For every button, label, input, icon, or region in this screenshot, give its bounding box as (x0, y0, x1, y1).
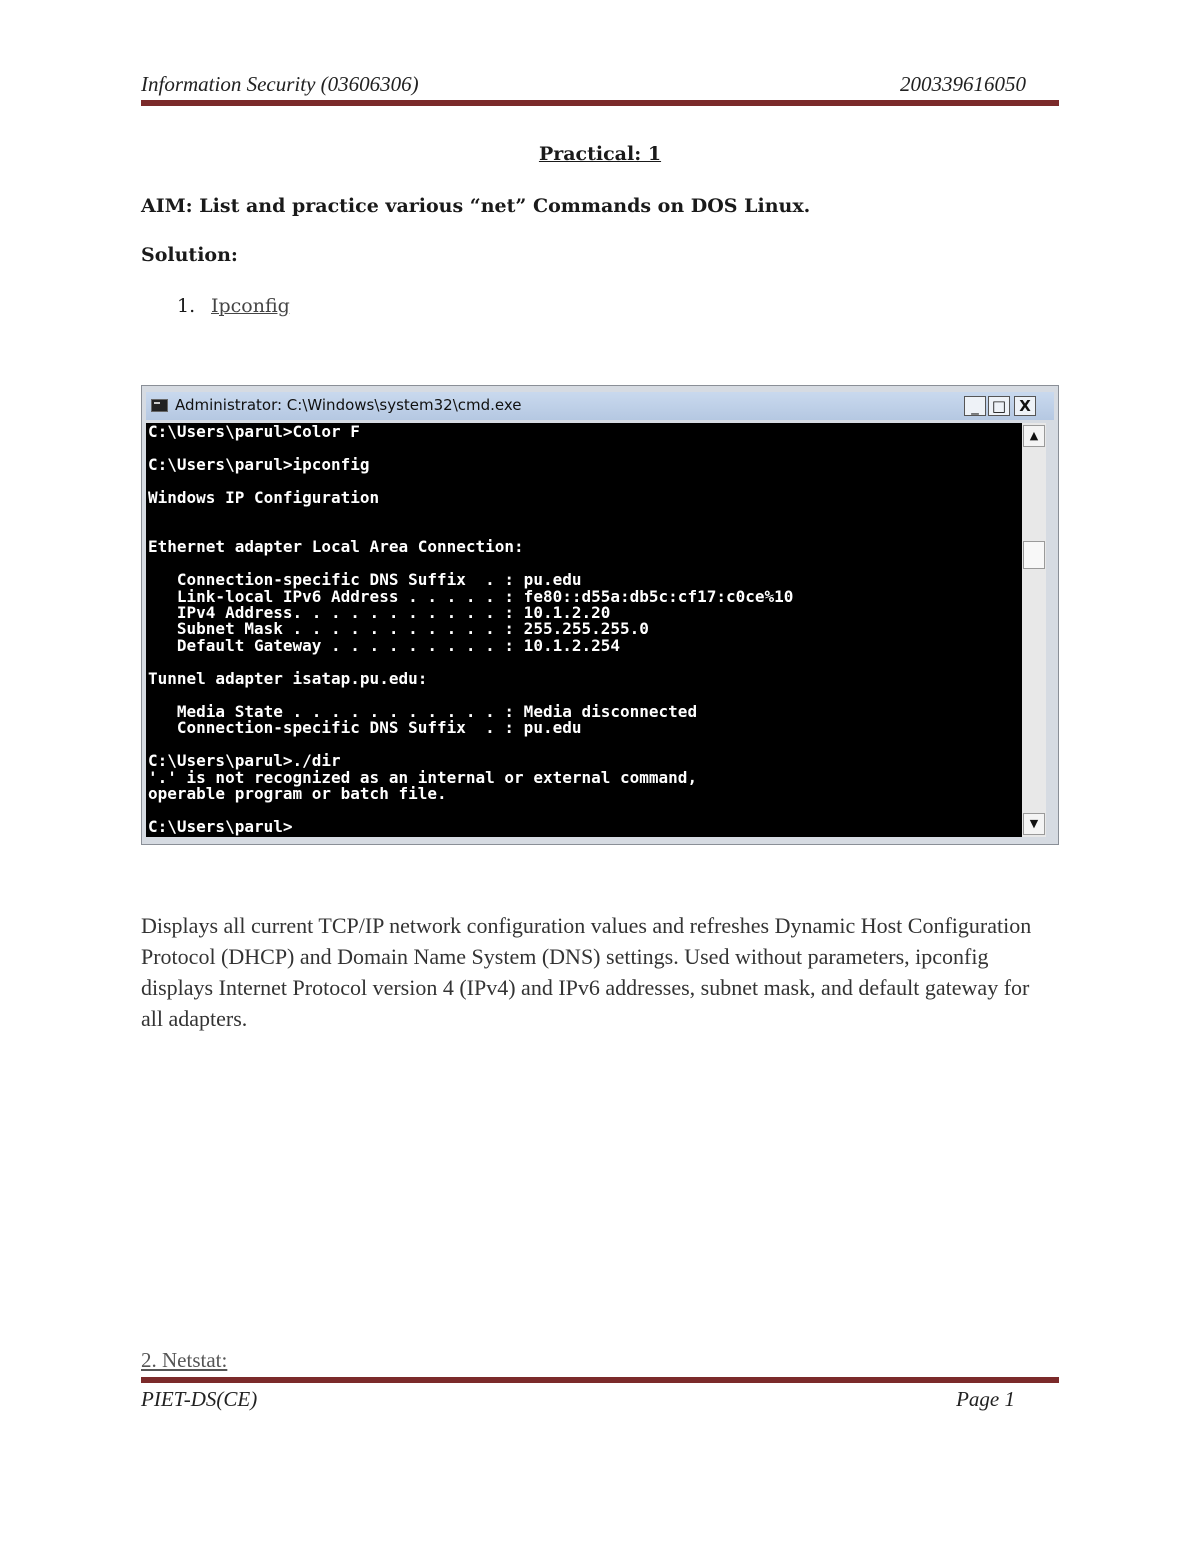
console-line: IPv4 Address. . . . . . . . . . . : 10.1.2.20 (148, 603, 611, 622)
list-item-number: 1. (177, 295, 196, 317)
scroll-down-button[interactable]: ▼ (1023, 813, 1045, 835)
header-course-title: Information Security (03606306) (141, 72, 419, 96)
header-divider (141, 100, 1059, 106)
console-line: Connection-specific DNS Suffix . : pu.edu (148, 718, 582, 737)
ipconfig-link[interactable]: Ipconfig (211, 295, 290, 317)
header-enrollment-number: 200339616050 (900, 72, 1026, 96)
page-title: Practical: 1 (538, 143, 662, 165)
console-line: C:\Users\parul>Color F (148, 423, 360, 441)
console-scrollbar[interactable] (1022, 423, 1046, 837)
next-section-heading: 2. Netstat: (141, 1348, 228, 1372)
window-title: Administrator: C:\Windows\system32\cmd.exe (175, 396, 522, 414)
console-line: operable program or batch file. (148, 784, 447, 803)
solution-heading: Solution: (141, 244, 238, 266)
console-line: Tunnel adapter isatap.pu.edu: (148, 669, 428, 688)
close-button[interactable]: X (1014, 396, 1036, 416)
console-line: Default Gateway . . . . . . . . . : 10.1.2.254 (148, 636, 621, 655)
console-output (146, 423, 1022, 837)
list-item (177, 295, 290, 317)
footer-divider (141, 1377, 1059, 1383)
console-line: '.' is not recognized as an internal or external command, (148, 768, 698, 787)
console-line: Windows IP Configuration (148, 488, 380, 507)
window-titlebar[interactable] (146, 392, 1054, 420)
cmd-window-screenshot (141, 385, 1059, 845)
scroll-up-button[interactable]: ▲ (1023, 425, 1045, 447)
console-line: Media State . . . . . . . . . . . : Media disconnected (148, 702, 698, 721)
cmd-icon (151, 399, 168, 412)
console-line: C:\Users\parul>./dir (148, 751, 341, 770)
console-line: Connection-specific DNS Suffix . : pu.edu (148, 570, 582, 589)
console-line: C:\Users\parul>ipconfig (148, 455, 370, 474)
scroll-thumb[interactable] (1023, 541, 1045, 569)
aim-statement: AIM: List and practice various “net” Commands on DOS Linux. (141, 195, 811, 217)
minimize-button[interactable]: _ (964, 396, 986, 416)
ipconfig-description: Displays all current TCP/IP network configuration values and refreshes Dynamic Host Configuration Protocol (DHCP) and Domain Name System (DNS) settings. Used without parameters, ipconfig displays Internet Protocol version 4 (IPv4) and IPv6 addresses, subnet mask, and default gateway for all adapters. (141, 913, 1032, 1031)
console-line: Subnet Mask . . . . . . . . . . . : 255.255.255.0 (148, 619, 649, 638)
console-line: C:\Users\parul> (148, 817, 293, 836)
page-number: Page 1 (956, 1387, 1015, 1411)
footer-institute: PIET-DS(CE) (141, 1387, 258, 1411)
console-line: Link-local IPv6 Address . . . . . : fe80::d55a:db5c:cf17:c0ce%10 (148, 587, 794, 606)
maximize-button[interactable]: □ (988, 396, 1010, 416)
console-line: Ethernet adapter Local Area Connection: (148, 537, 524, 556)
